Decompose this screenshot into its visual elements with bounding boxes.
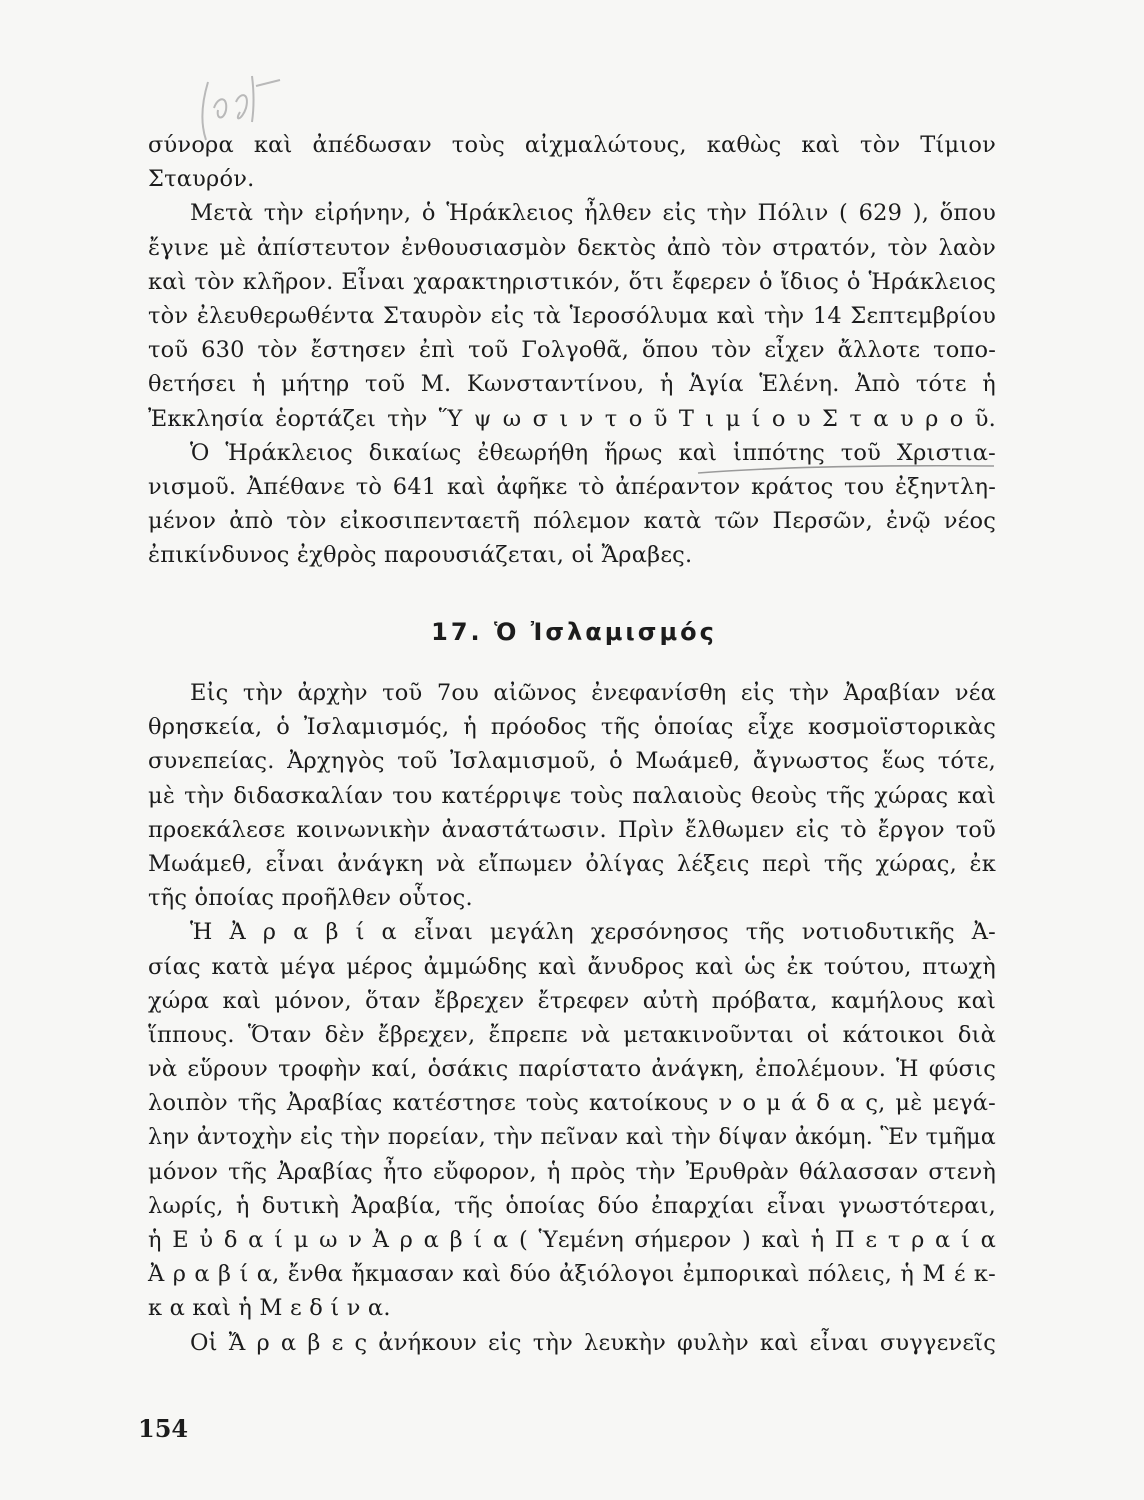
text-line: Ἡ Ἀ ρ α β ί α εἶναι μεγάλη χερσόνησος τῆς νοτιοδυτικῆς Ἀ- bbox=[190, 919, 996, 946]
section-number: 17. bbox=[431, 618, 483, 646]
text-line: καὶ τὸν κλῆρον. Εἶναι χαρακτηριστικόν, ὅτι ἔφερεν ὁ ἴδιος ὁ Ἡράκλειος bbox=[148, 268, 996, 295]
text-line: Σταυρόν. bbox=[148, 166, 255, 193]
text-line: μὲ τὴν διδασκαλίαν του κατέρριψε τοὺς παλαιοὺς θεοὺς τῆς χώρας καὶ bbox=[148, 782, 996, 809]
text-block-bottom bbox=[148, 676, 996, 1360]
text-line: θρησκεία, ὁ Ἰσλαμισμός, ἡ πρόοδος τῆς ὁποίας εἶχε κοσμοϊστορικὰς bbox=[148, 714, 996, 741]
text-line: νὰ εὕρουν τροφὴν καί, ὁσάκις παρίστατο ἀνάγκη, ἐπολέμουν. Ἡ φύσις bbox=[148, 1056, 996, 1083]
text-line: μόνον τῆς Ἀραβίας ἦτο εὔφορον, ἡ πρὸς τὴν Ἐρυθρὰν θάλασσαν στενὴ bbox=[148, 1158, 996, 1185]
text-block-top bbox=[148, 128, 996, 572]
text-line: Μωάμεθ, εἶναι ἀνάγκη νὰ εἴπωμεν ὀλίγας λέξεις περὶ τῆς χώρας, ἐκ bbox=[148, 850, 996, 877]
text-line: χώρα καὶ μόνον, ὅταν ἔβρεχεν ἔτρεφεν αὐτὴ πρόβατα, καμήλους καὶ bbox=[148, 987, 996, 1014]
text-line: κ α καὶ ἡ Μ ε δ ί ν α. bbox=[148, 1295, 391, 1322]
text-line: σίας κατὰ μέγα μέρος ἀμμώδης καὶ ἄνυδρος καὶ ὡς ἐκ τούτου, πτωχὴ bbox=[148, 953, 996, 980]
text-line: προεκάλεσε κοινωνικὴν ἀναστάτωσιν. Πρὶν ἔλθωμεν εἰς τὸ ἔργον τοῦ bbox=[148, 816, 996, 843]
text-line: Εἰς τὴν ἀρχὴν τοῦ 7ου αἰῶνος ἐνεφανίσθη εἰς τὴν Ἀραβίαν νέα bbox=[190, 680, 996, 706]
text-line: θετήσει ἡ μήτηρ τοῦ Μ. Κωνσταντίνου, ἡ Ἁγία Ἑλένη. Ἀπὸ τότε ἡ bbox=[148, 371, 996, 398]
text-line: Μετὰ τὴν εἰρήνην, ὁ Ἡράκλειος ἦλθεν εἰς τὴν Πόλιν ( 629 ), ὅπου bbox=[190, 200, 996, 227]
text-line: Οἱ Ἄ ρ α β ε ς ἀνήκουν εἰς τὴν λευκὴν φυλὴν καὶ εἶναι συγγενεῖς bbox=[190, 1329, 996, 1356]
page-number: 154 bbox=[138, 1414, 189, 1443]
text-line: νισμοῦ. Ἀπέθανε τὸ 641 καὶ ἀφῆκε τὸ ἀπέραντον κράτος του ἐξηντλη- bbox=[148, 473, 996, 500]
pencil-underline-mark bbox=[696, 463, 996, 477]
text-line: τὸν ἐλευθερωθέντα Σταυρὸν εἰς τὰ Ἱεροσόλυμα καὶ τὴν 14 Σεπτεμβρίου bbox=[148, 302, 996, 329]
text-line: ἡ Ε ὐ δ α ί μ ω ν Ἀ ρ α β ί α ( Ὑεμένη σήμερον ) καὶ ἡ Π ε τ ρ α ί α bbox=[148, 1227, 996, 1253]
section-heading bbox=[0, 618, 1144, 646]
section-title: Ὁ Ἰσλαμισμός bbox=[494, 618, 717, 646]
text-line: μένον ἀπὸ τὸν εἰκοσιπενταετῆ πόλεμον κατὰ τῶν Περσῶν, ἐνῷ νέος bbox=[148, 508, 996, 535]
text-line: Ἀ ρ α β ί α, ἔνθα ἤκμασαν καὶ δύο ἀξιόλογοι ἐμπορικαὶ πόλεις, ἡ Μ έ κ- bbox=[148, 1261, 996, 1288]
text-line: λοιπὸν τῆς Ἀραβίας κατέστησε τοὺς κατοίκους ν ο μ ά δ α ς, μὲ μεγά- bbox=[148, 1090, 996, 1117]
text-line: τῆς ὁποίας προῆλθεν οὗτος. bbox=[148, 885, 473, 912]
text-line: ἔγινε μὲ ἀπίστευτον ἐνθουσιασμὸν δεκτὸς ἀπὸ τὸν στρατόν, τὸν λαὸν bbox=[148, 234, 996, 261]
text-line: σύνορα καὶ ἀπέδωσαν τοὺς αἰχμαλώτους, καθὼς καὶ τὸν Τίμιον bbox=[148, 132, 996, 158]
text-line: Ἐκκλησία ἑορτάζει τὴν Ὕ ψ ω σ ι ν τ ο ῦ Τ ι μ ί ο υ Σ τ α υ ρ ο ῦ. bbox=[148, 405, 996, 432]
text-line: ἵππους. Ὅταν δὲν ἔβρεχεν, ἔπρεπε νὰ μετακινοῦνται οἱ κάτοικοι διὰ bbox=[148, 1021, 996, 1048]
text-line: συνεπείας. Ἀρχηγὸς τοῦ Ἰσλαμισμοῦ, ὁ Μωάμεθ, ἄγνωστος ἕως τότε, bbox=[148, 748, 996, 775]
text-line: λωρίς, ἡ δυτικὴ Ἀραβία, τῆς ὁποίας δύο ἐπαρχίαι εἶναι γνωστότεραι, bbox=[148, 1192, 996, 1219]
text-line: λην ἀντοχὴν εἰς τὴν πορείαν, τὴν πεῖναν καὶ τὴν δίψαν ἀκόμη. Ἓν τμῆμα bbox=[148, 1124, 996, 1151]
text-line: Ὁ Ἡράκλειος δικαίως ἐθεωρήθη ἥρως καὶ ἱππότης τοῦ Χριστια- bbox=[190, 439, 996, 466]
text-line: ἐπικίνδυνος ἐχθρὸς παρουσιάζεται, οἱ Ἄραβες. bbox=[148, 542, 693, 569]
text-line: τοῦ 630 τὸν ἔστησεν ἐπὶ τοῦ Γολγοθᾶ, ὅπου τὸν εἶχεν ἄλλοτε τοπο- bbox=[148, 337, 996, 364]
